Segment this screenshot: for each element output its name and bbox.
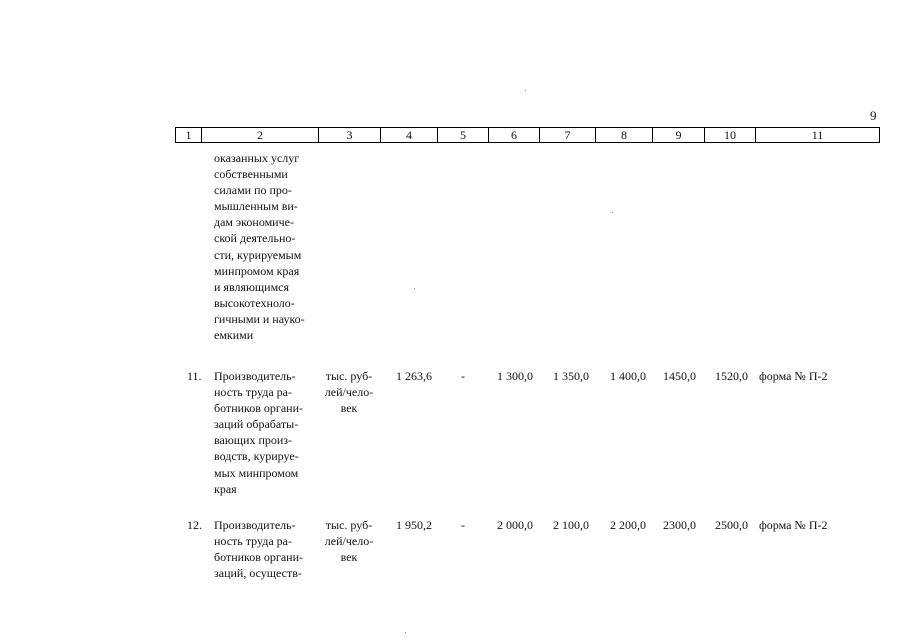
description-line: ботников органи- [214,401,304,416]
header-cell-4: 4 [381,128,438,142]
continuation-line: собственными [214,167,288,182]
header-cell-5: 5 [438,128,489,142]
description-line: заций, осуществ- [214,566,302,581]
continuation-line: оказанных услуг [214,151,300,165]
value-col-8: 2 200,0 [610,518,646,532]
row-description [214,368,315,497]
value-col-7: 2 100,0 [553,518,589,532]
row-number: 12. [187,518,202,532]
value-col-8: 1 400,0 [610,369,646,383]
continuation-line: мышленным ви- [214,199,298,214]
continuation-line: минпромом края [214,263,300,278]
unit-line: тыс. руб- [325,369,373,383]
continuation-line: высокотехноло- [214,295,295,310]
value-col-4: 1 263,6 [396,369,432,383]
header-cell-1: 1 [176,128,202,142]
value-col-4: 1 950,2 [396,518,432,532]
description-line: заций обрабаты- [214,417,299,432]
value-col-11: форма № П-2 [759,369,828,383]
scan-speck [414,288,415,289]
header-cell-7: 7 [540,128,596,142]
scan-speck [525,90,526,91]
header-cell-9: 9 [653,128,705,142]
continuation-line: ской деятельно- [214,231,296,246]
unit-cell [319,368,379,416]
value-col-10: 1520,0 [715,369,748,383]
continuation-description [214,150,315,343]
unit-line: век [340,401,358,415]
page-number: 9 [870,108,877,123]
continuation-line: силами по про- [214,183,292,198]
description-line: мых минпромом [214,465,299,480]
header-cell-2: 2 [202,128,319,142]
header-cell-3: 3 [319,128,381,142]
row-number: 11. [187,369,202,383]
description-line: края [214,481,237,496]
value-col-5: - [461,369,465,383]
row-description [214,517,315,581]
value-col-5: - [461,518,465,532]
value-col-7: 1 350,0 [553,369,589,383]
header-cell-8: 8 [596,128,653,142]
description-line: водств, курируе- [214,449,299,464]
continuation-line: дам экономиче- [214,215,294,230]
value-col-10: 2500,0 [715,518,748,532]
value-col-6: 2 000,0 [497,518,533,532]
header-cell-6: 6 [489,128,540,142]
continuation-line: и являющимся [214,279,290,294]
continuation-line: сти, курируемым [214,247,302,262]
description-line: Производитель- [214,518,296,532]
unit-line: лей/чело- [324,385,374,399]
scan-speck [612,212,613,213]
description-line: Производитель- [214,369,296,383]
value-col-11: форма № П-2 [759,518,828,532]
unit-line: век [340,550,358,564]
continuation-line: емкими [214,328,254,343]
unit-cell [319,517,379,565]
description-line: вающих произ- [214,433,293,448]
description-line: ность труда ра- [214,534,292,549]
description-line: ность труда ра- [214,385,292,400]
value-col-9: 1450,0 [663,369,696,383]
description-line: ботников органи- [214,550,304,565]
value-col-9: 2300,0 [663,518,696,532]
table-header-row [175,127,880,143]
value-col-6: 1 300,0 [497,369,533,383]
continuation-line: гичными и науко- [214,311,305,326]
header-cell-10: 10 [705,128,756,142]
scan-speck [405,632,406,633]
unit-line: лей/чело- [324,534,374,548]
unit-line: тыс. руб- [325,518,373,532]
header-cell-11: 11 [811,128,824,142]
